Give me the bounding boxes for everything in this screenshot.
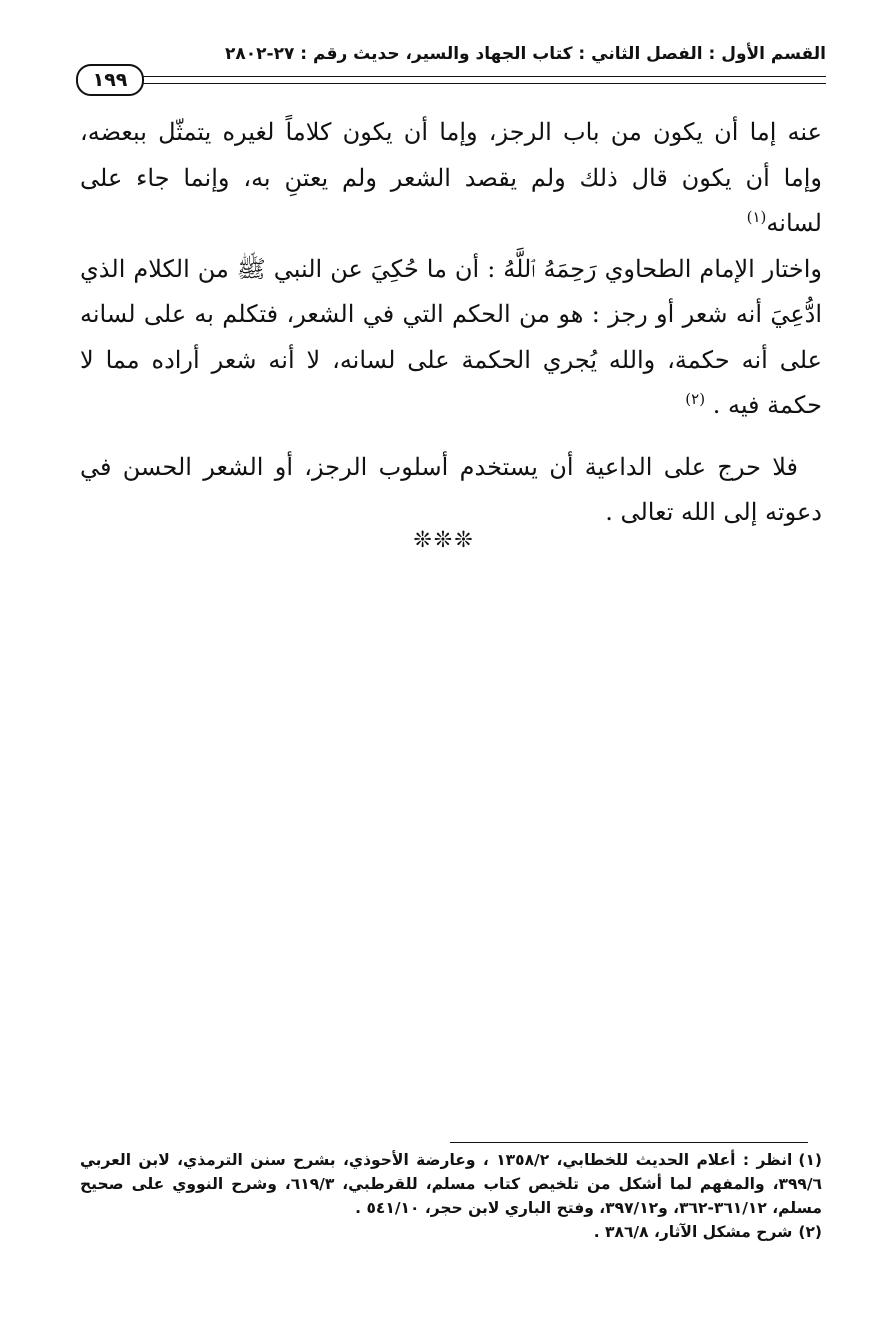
footnote-reference: (١) bbox=[746, 208, 767, 226]
paragraph-text: واختار الإمام الطحاوي رَحِمَهُ ٱللَّهُ : أن ما حُكِيَ عن النبي ﷺ من الكلام الذي ادُّعِيَ أنه شعر أو رجز : هو من الحكم التي في الشعر، فتكلم به على لسانه على أنه حكمة، والله يُجري الحكمة على لسانه، لا أنه شعر أراده مما لا حكمة فيه . bbox=[80, 254, 822, 419]
paragraph bbox=[80, 247, 822, 429]
footnote-rule bbox=[450, 1142, 808, 1143]
header-rule bbox=[138, 76, 826, 84]
footnote-text: انظر : أعلام الحديث للخطابي، ١٣٥٨/٢ ، وعارضة الأحوذي، بشرح سنن الترمذي، لابن العربي ٣٩٩/٦، والمفهم لما أشكل من تلخيص كتاب مسلم، للقرطبي، ٦١٩/٣، وشرح النووي على صحيح مسلم، ٣٦١/١٢-٣٦٢، و٣٩٧/١٢، وفتح الباري لابن حجر، ٥٤١/١٠ . bbox=[80, 1151, 822, 1217]
footnotes bbox=[80, 1148, 822, 1244]
section-separator: ❊❊❊ bbox=[413, 528, 475, 553]
footnote-number: (١) bbox=[798, 1151, 822, 1169]
main-text bbox=[80, 110, 822, 536]
footnote-reference: (٢) bbox=[685, 390, 706, 408]
footnote bbox=[80, 1220, 822, 1244]
paragraph-text: عنه إما أن يكون من باب الرجز، وإما أن يكون كلاماً لغيره يتمثّل ببعضه، وإما أن يكون قال ذلك ولم يقصد الشعر ولم يعتنِ به، وإنما جاء على لسانه bbox=[80, 118, 822, 237]
paragraph: فلا حرج على الداعية أن يستخدم أسلوب الرجز، أو الشعر الحسن في دعوته إلى الله تعالى . bbox=[80, 452, 822, 526]
footnote-text: شرح مشكل الآثار، ٣٨٦/٨ . bbox=[593, 1223, 793, 1241]
footnote-number: (٢) bbox=[798, 1223, 822, 1241]
footnote bbox=[80, 1148, 822, 1220]
paragraph bbox=[80, 110, 822, 247]
running-header: القسم الأول : الفصل الثاني : كتاب الجهاد والسير، حديث رقم : ٢٧-٢٨٠٢ bbox=[225, 44, 826, 64]
page-number: ١٩٩ bbox=[76, 64, 144, 96]
